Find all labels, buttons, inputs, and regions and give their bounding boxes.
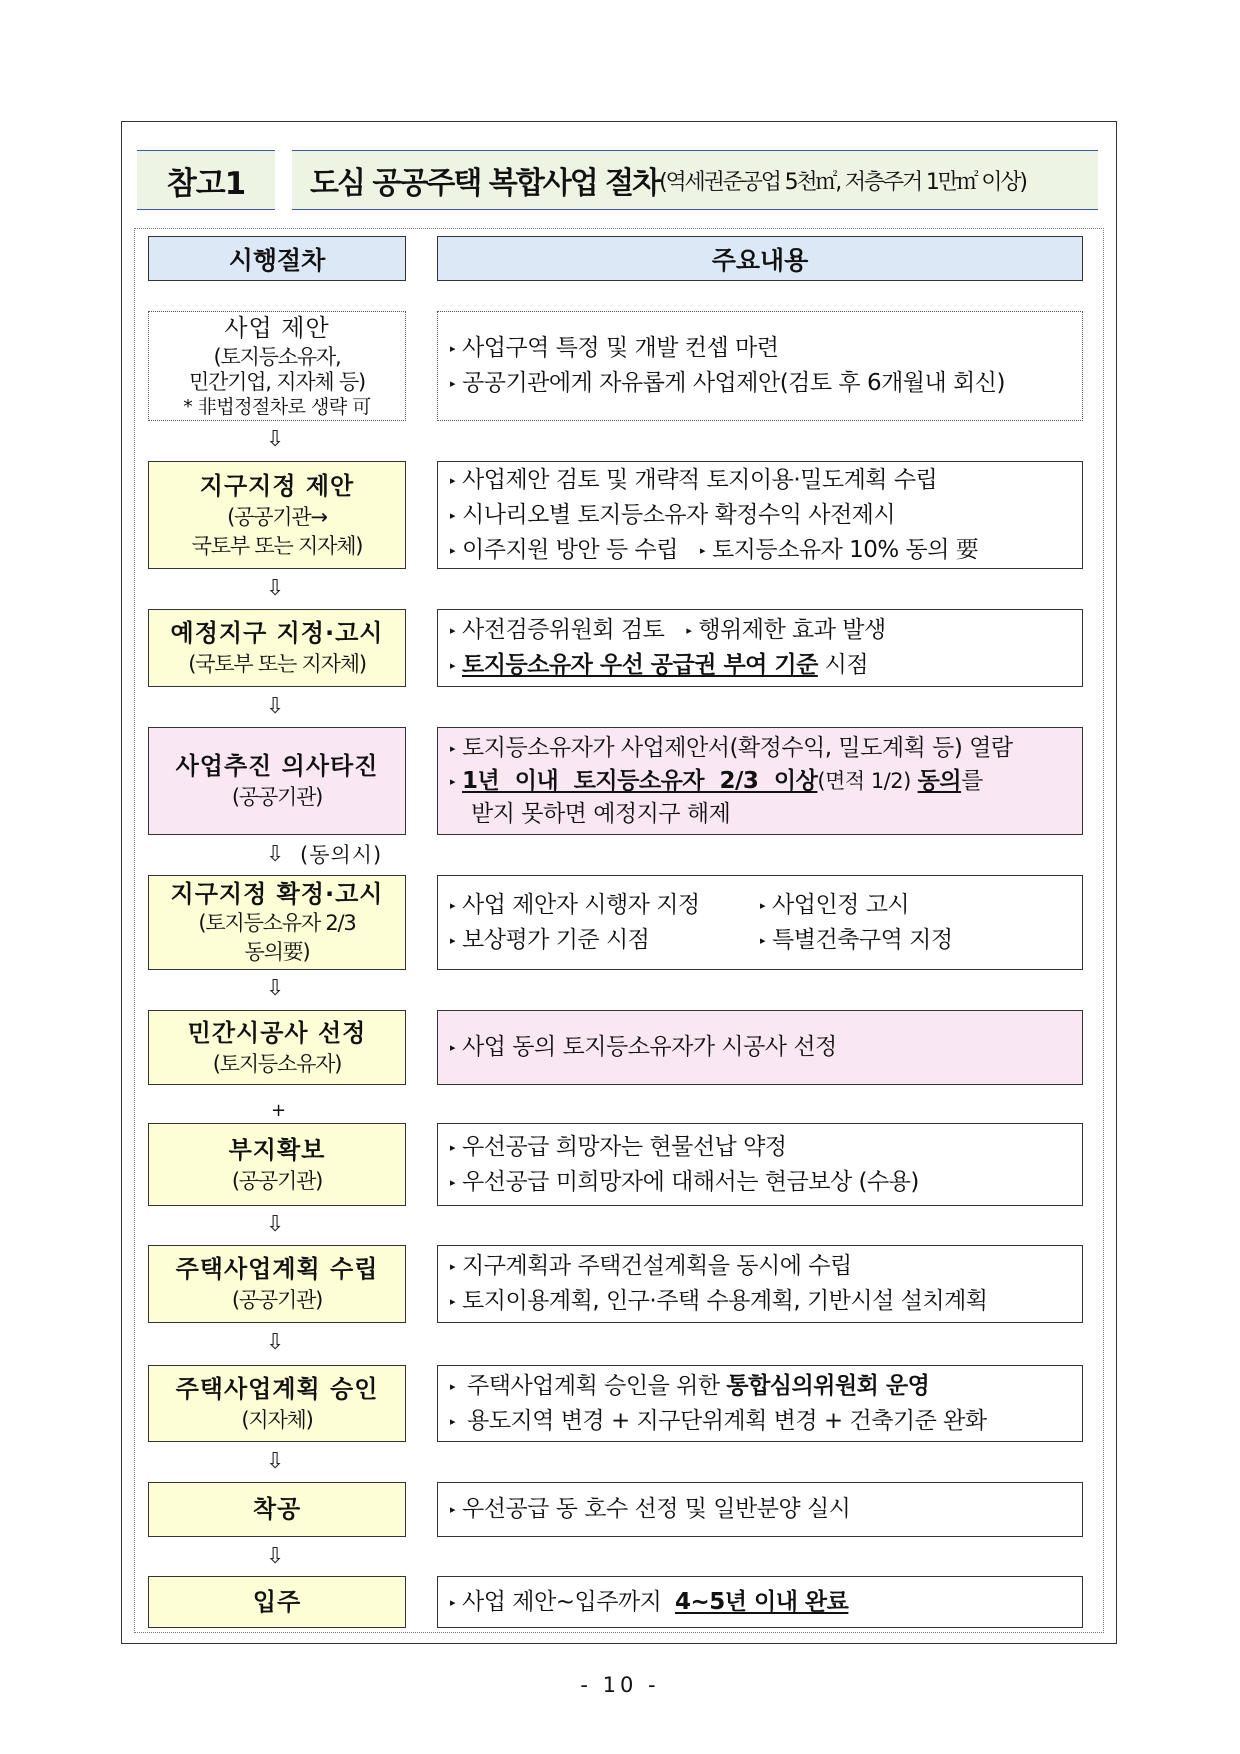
- item-text: 사전검증위원회 검토: [462, 617, 665, 643]
- content-item: [450, 765, 1072, 798]
- step-construction-start: [148, 1482, 406, 1537]
- bullet-icon: ▸: [450, 1041, 456, 1054]
- item-text: 사업 제안~입주까지: [462, 1588, 662, 1615]
- step-title: 사업추진 의사타진: [175, 752, 379, 780]
- step-subtitle: (공공기관→: [227, 504, 327, 529]
- step-subtitle: 민간기업, 지자체 등): [188, 370, 366, 394]
- content-item: [450, 498, 1072, 533]
- item-text: (면적 1/2): [817, 768, 911, 793]
- item-text: 우선공급 동 호수 선정 및 일반분양 실시: [462, 1496, 851, 1522]
- item-text: 사업제안 검토 및 개략적 토지이용·밀도계획 수립: [462, 466, 938, 493]
- bullet-icon: ▸: [450, 377, 456, 390]
- item-text-emphasis: 1년 이내 토지등소유자 2/3 이상: [462, 767, 818, 794]
- down-arrow-icon: ⇩: [266, 427, 285, 452]
- item-text: 이주지원 방안 등 수립: [462, 536, 678, 563]
- step-subtitle: 동의要): [244, 939, 310, 964]
- bullet-icon: ▸: [450, 933, 456, 947]
- bullet-icon: ▸: [450, 1503, 456, 1516]
- content-district-designation-proposal: [437, 461, 1083, 569]
- bullet-icon: ▸: [760, 933, 766, 947]
- step-subtitle: (토지등소유자): [212, 1051, 342, 1076]
- step-intent-survey: [148, 727, 406, 835]
- content-item: [450, 1492, 1072, 1527]
- item-text: 사업인정 고시: [772, 891, 910, 918]
- step-subtitle: (공공기관): [231, 1168, 323, 1193]
- item-text: 받지 못하면 예정지구 해제: [471, 800, 731, 827]
- step-title: 착공: [252, 1495, 302, 1523]
- item-text: 사업구역 특정 및 개발 컨셉 마련: [462, 335, 779, 361]
- bullet-icon: ▸: [450, 1140, 456, 1154]
- bullet-icon: ▸: [450, 624, 456, 637]
- step-title: 입주: [252, 1587, 302, 1616]
- bullet-icon: ▸: [450, 508, 456, 522]
- bullet-icon: ▸: [450, 898, 456, 912]
- content-contractor-selection: [437, 1010, 1083, 1085]
- step-subtitle: (국토부 또는 지자체): [188, 652, 366, 676]
- content-item: [450, 1130, 1072, 1165]
- step-title: 주택사업계획 수립: [175, 1255, 379, 1283]
- step-subtitle: (토지등소유자 2/3: [198, 910, 356, 935]
- item-text: 토지등소유자가 사업제안서(확정수익, 밀도계획 등) 열람: [462, 734, 1013, 761]
- item-text-emphasis: 토지등소유자 우선 공급권 부여 기준: [462, 652, 818, 678]
- content-item: [450, 888, 1072, 923]
- content-housing-plan-establishment: [437, 1245, 1083, 1323]
- bullet-icon: ▸: [450, 1295, 456, 1308]
- item-text: 지구계획과 주택건설계획을 동시에 수립: [462, 1253, 852, 1279]
- column-header-procedure: 시행절차: [148, 236, 406, 281]
- content-construction-start: [437, 1482, 1083, 1537]
- down-arrow-icon: ⇩: [266, 842, 285, 867]
- down-arrow-icon: ⇩: [266, 576, 285, 601]
- content-site-acquisition: [437, 1123, 1083, 1206]
- step-title: 주택사업계획 승인: [175, 1374, 379, 1403]
- step-move-in: [148, 1576, 406, 1628]
- item-text: 특별건축구역 지정: [772, 926, 953, 953]
- step-housing-plan-approval: [148, 1365, 406, 1442]
- bullet-icon: ▸: [450, 774, 456, 788]
- step-site-acquisition: [148, 1123, 406, 1206]
- item-text-emphasis: 동의: [917, 767, 962, 794]
- bullet-icon: ▸: [450, 659, 456, 672]
- step-note: * 非법정절차로 생략 可: [183, 396, 371, 418]
- step-title: 사업 제안: [224, 314, 330, 342]
- item-text: 주택사업계획 승인을 위한: [467, 1372, 720, 1399]
- item-text: 토지이용계획, 인구·주택 수용계획, 기반시설 설치계획: [462, 1288, 988, 1314]
- content-item: [450, 1165, 1072, 1200]
- document-title-bar: [292, 150, 1098, 210]
- content-item: [450, 533, 1072, 568]
- content-item: [450, 366, 1072, 401]
- step-housing-plan-establishment: [148, 1245, 406, 1323]
- step-district-designation-proposal: [148, 461, 406, 569]
- step-title: 지구지정 확정·고시: [170, 879, 384, 908]
- step-subtitle: (공공기관): [231, 1288, 323, 1312]
- step-subtitle: 국토부 또는 지자체): [191, 533, 363, 558]
- step-subtitle: (토지등소유자,: [213, 345, 341, 369]
- down-arrow-icon: ⇩: [266, 1544, 285, 1569]
- bullet-icon: ▸: [450, 1175, 456, 1189]
- step-business-proposal: [148, 311, 406, 421]
- content-item-continued: [450, 798, 1072, 831]
- content-item: [450, 613, 1072, 648]
- item-text: 우선공급 미희망자에 대해서는 현금보상 (수용): [462, 1168, 919, 1195]
- down-arrow-icon: ⇩: [266, 1212, 285, 1237]
- column-header-content: 주요내용: [437, 236, 1083, 281]
- bullet-icon: ▸: [450, 543, 456, 557]
- content-item: [450, 1369, 1072, 1404]
- content-item: [450, 1030, 1072, 1065]
- content-item: [450, 1249, 1072, 1284]
- content-item: [450, 1284, 1072, 1319]
- step-planned-district-notice: [148, 609, 406, 687]
- reference-tag: [137, 150, 275, 210]
- item-text: 용도지역 변경 + 지구단위계획 변경 + 건축기준 완화: [467, 1407, 987, 1434]
- document-subtitle: (역세권준공업 5천㎡, 저층주거 1만㎡ 이상): [659, 169, 1026, 195]
- step-title: 예정지구 지정·고시: [170, 619, 384, 647]
- step-subtitle: (지자체): [241, 1407, 313, 1432]
- step-title: 민간시공사 선정: [187, 1018, 367, 1047]
- plus-connector-icon: +: [271, 1100, 287, 1121]
- content-item: [450, 648, 1072, 683]
- bullet-icon: ▸: [450, 1379, 456, 1393]
- item-text: 보상평가 기준 시점: [462, 926, 650, 953]
- content-business-proposal: [437, 311, 1083, 421]
- item-text: 행위제한 효과 발생: [698, 617, 886, 643]
- item-text-emphasis: 통합심의위원회 운영: [726, 1372, 930, 1399]
- content-move-in: [437, 1576, 1083, 1628]
- item-text-emphasis: 4~5년 이내 완료: [674, 1588, 849, 1615]
- item-text: 사업 동의 토지등소유자가 시공사 선정: [462, 1034, 837, 1060]
- content-item: [450, 1404, 1072, 1439]
- bullet-icon: ▸: [450, 1595, 456, 1609]
- content-item: [450, 331, 1072, 366]
- step-subtitle: (공공기관): [231, 785, 323, 809]
- step-title: 부지확보: [228, 1135, 326, 1164]
- item-text: 를: [961, 767, 983, 794]
- step-district-designation-final: [148, 875, 406, 970]
- down-arrow-icon: ⇩: [266, 1449, 285, 1474]
- bullet-icon: ▸: [450, 1260, 456, 1273]
- content-intent-survey: [437, 727, 1083, 835]
- item-text: 공공기관에게 자유롭게 사업제안(검토 후 6개월내 회신): [462, 370, 1005, 396]
- document-title: 도심 공공주택 복합사업 절차: [310, 166, 660, 201]
- page-number: - 10 -: [580, 1673, 660, 1697]
- bullet-icon: ▸: [699, 543, 705, 557]
- consent-condition-note: (동의시): [300, 843, 383, 867]
- content-housing-plan-approval: [437, 1365, 1083, 1442]
- bullet-icon: ▸: [450, 473, 456, 487]
- step-title: 지구지정 제안: [199, 471, 355, 500]
- content-planned-district-notice: [437, 609, 1083, 687]
- down-arrow-icon: ⇩: [266, 1330, 285, 1355]
- bullet-icon: ▸: [450, 1414, 456, 1428]
- content-item: [450, 1585, 1072, 1620]
- bullet-icon: ▸: [450, 342, 456, 355]
- content-item: [450, 463, 1072, 498]
- reference-tag-label: 참고1: [166, 165, 246, 202]
- item-text: 토지등소유자 10% 동의 要: [711, 536, 979, 563]
- content-item: [450, 923, 1072, 958]
- bullet-icon: ▸: [450, 741, 456, 755]
- content-district-designation-final: [437, 875, 1083, 970]
- down-arrow-icon: ⇩: [266, 694, 285, 719]
- bullet-icon: ▸: [760, 898, 766, 912]
- down-arrow-icon: ⇩: [266, 976, 285, 1001]
- item-text: 시나리오별 토지등소유자 확정수익 사전제시: [462, 501, 896, 528]
- item-text: 우선공급 희망자는 현물선납 약정: [462, 1133, 787, 1160]
- content-item: [450, 732, 1072, 765]
- item-text: 사업 제안자 시행자 지정: [462, 891, 700, 918]
- step-contractor-selection: [148, 1010, 406, 1085]
- bullet-icon: ▸: [686, 624, 692, 637]
- item-text: 시점: [824, 652, 869, 678]
